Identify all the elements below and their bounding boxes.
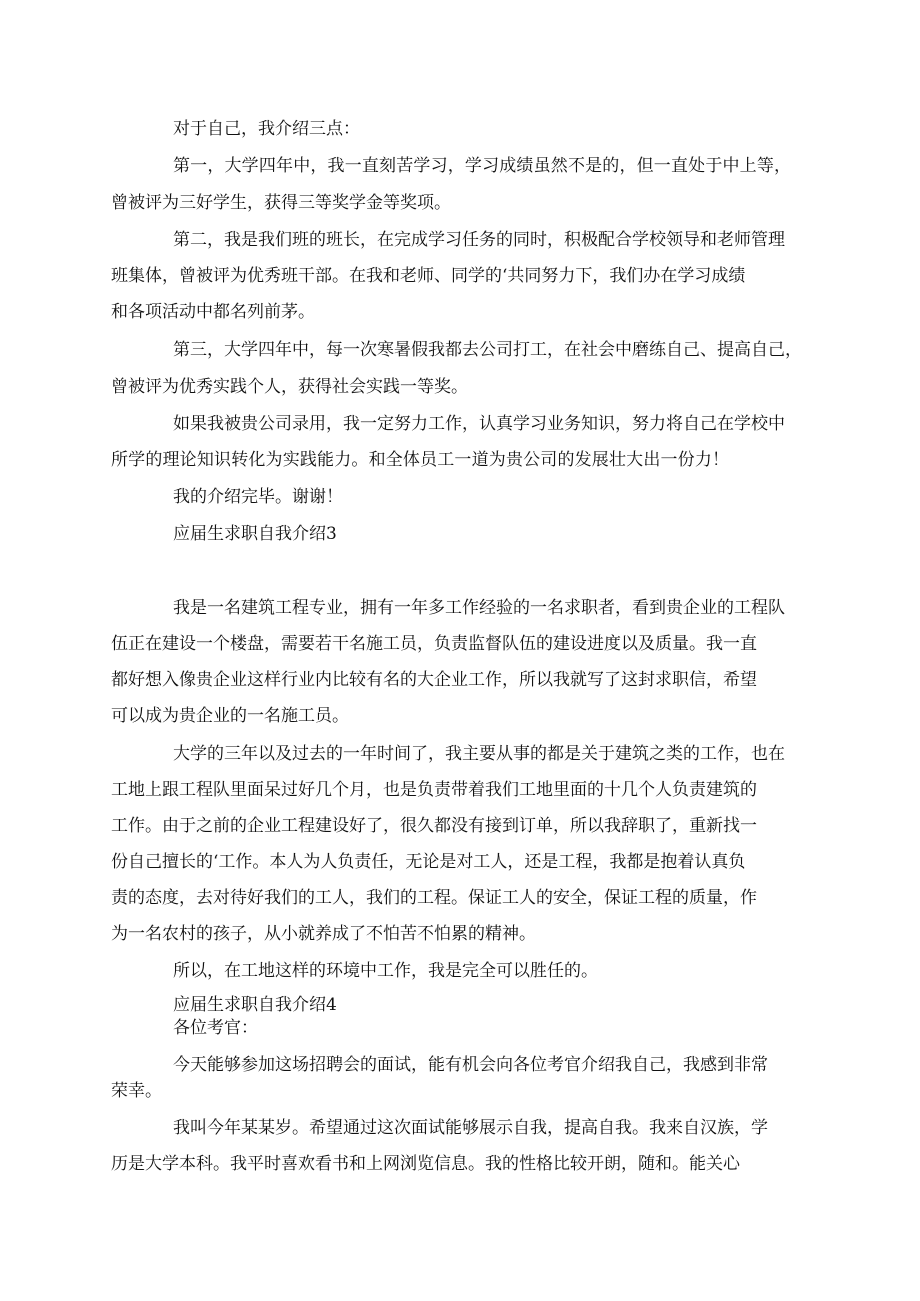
- text-line: 我是一名建筑工程专业，拥有一年多工作经验的一名求职者，看到贵企业的工程队: [173, 598, 785, 618]
- text-line: 各位考官：: [173, 1018, 258, 1038]
- text-line: 可以成为贵企业的一名施工员。: [111, 706, 349, 726]
- section-heading: 应届生求职自我介绍4: [173, 995, 337, 1015]
- text-line: 工地上跟工程队里面呆过好几个月，也是负责带着我们工地里面的十几个人负责建筑的: [111, 780, 757, 800]
- text-line: 份自己擅长的‘工作。本人为人负责任，无论是对工人，还是工程，我都是抱着认真负: [111, 852, 746, 872]
- text-line: 如果我被贵公司录用，我一定努力工作，认真学习业务知识，努力将自己在学校中: [173, 414, 785, 434]
- text-line: 第二，我是我们班的班长，在完成学习任务的同时，积极配合学校领导和老师管理: [173, 230, 785, 250]
- text-line: 大学的三年以及过去的一年时间了，我主要从事的都是关于建筑之类的工作，也在: [173, 744, 785, 764]
- text-line: 工作。由于之前的企业工程建设好了，很久都没有接到订单，所以我辞职了，重新找一: [111, 816, 757, 836]
- text-line: 对于自己，我介绍三点：: [173, 119, 360, 139]
- text-line: 我叫今年某某岁。希望通过这次面试能够展示自我，提高自我。我来自汉族，学: [173, 1118, 768, 1138]
- text-line: 所学的理论知识转化为实践能力。和全体员工一道为贵公司的发展壮大出一份力！: [111, 450, 729, 470]
- text-line: 责的态度，去对待好我们的工人，我们的工程。保证工人的安全，保证工程的质量，作: [111, 888, 757, 908]
- text-line: 伍正在建设一个楼盘，需要若干名施工员，负责监督队伍的建设进度以及质量。我一直: [111, 634, 757, 654]
- text-line: 历是大学本科。我平时喜欢看书和上网浏览信息。我的性格比较开朗，随和。能关心: [111, 1154, 740, 1174]
- text-line: 和各项活动中都名列前茅。: [111, 302, 315, 322]
- text-line: 班集体，曾被评为优秀班干部。在我和老师、同学的‘共同努力下，我们办在学习成绩: [111, 266, 746, 286]
- text-line: 第三，大学四年中，每一次寒暑假我都去公司打工，在社会中磨练自己、提高自己，: [173, 340, 802, 360]
- text-line: 曾被评为优秀实践个人，获得社会实践一等奖。: [111, 377, 468, 397]
- text-line: 今天能够参加这场招聘会的面试，能有机会向各位考官介绍我自己，我感到非常: [173, 1055, 768, 1075]
- section-heading: 应届生求职自我介绍3: [173, 524, 337, 544]
- text-line: 曾被评为三好学生，获得三等奖学金等奖项。: [111, 193, 451, 213]
- text-line: 荣幸。: [111, 1081, 162, 1101]
- text-line: 所以，在工地这样的环境中工作，我是完全可以胜任的。: [173, 961, 598, 981]
- text-line: 我的介绍完毕。谢谢！: [173, 487, 343, 507]
- text-line: 都好想入像贵企业这样行业内比较有名的大企业工作，所以我就写了这封求职信，希望: [111, 670, 757, 690]
- text-line: 第一，大学四年中，我一直刻苦学习，学习成绩虽然不是的，但一直处于中上等，: [173, 156, 791, 176]
- text-line: 为一名农村的孩子，从小就养成了不怕苦不怕累的精神。: [111, 924, 536, 944]
